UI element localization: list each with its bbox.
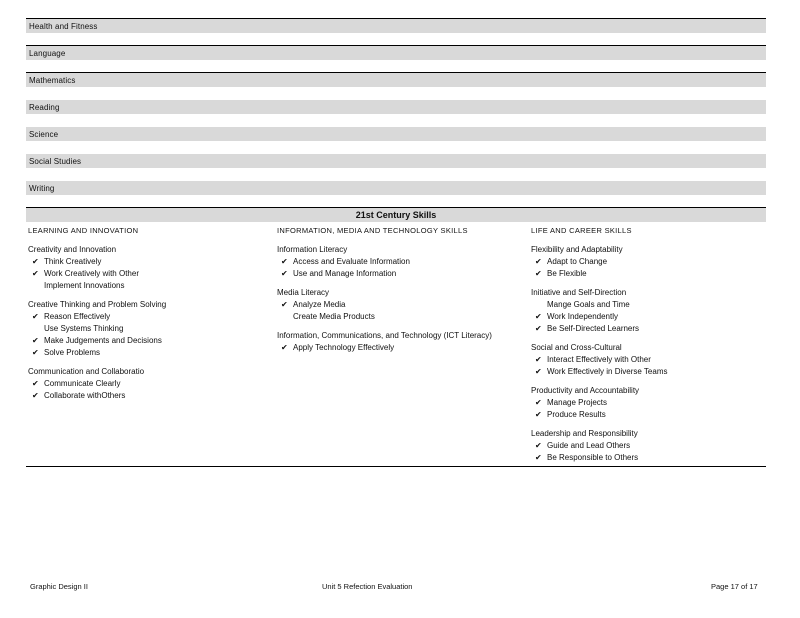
subject-label: Mathematics	[29, 76, 76, 85]
skill-item-label: Solve Problems	[44, 348, 101, 357]
skill-item-label: Work Creatively with Other	[44, 269, 139, 278]
subject-row	[26, 19, 766, 33]
subject-row	[26, 73, 766, 87]
checkmark-icon: ✔	[535, 269, 542, 278]
skill-item-label: Be Flexible	[547, 269, 587, 278]
skill-item-label: Work Independently	[547, 312, 619, 321]
checkmark-icon: ✔	[535, 441, 542, 450]
skill-item	[531, 366, 771, 378]
skill-item-label: Analyze Media	[293, 300, 346, 309]
skill-group	[531, 287, 771, 335]
checkmark-icon: ✔	[535, 410, 542, 419]
checkmark-icon: ✔	[535, 453, 542, 462]
checkmark-icon: ✔	[535, 398, 542, 407]
skill-item	[531, 452, 771, 464]
skill-item-label: Manage Projects	[547, 398, 608, 407]
skill-item-label: Guide and Lead Others	[547, 441, 631, 450]
column-heading: INFORMATION, MEDIA AND TECHNOLOGY SKILLS	[277, 226, 468, 235]
skill-item-label: Collaborate withOthers	[44, 391, 126, 400]
skill-item-label: Communicate Clearly	[44, 379, 121, 388]
skill-group	[531, 244, 771, 280]
skill-item	[28, 347, 268, 359]
skill-item-label: Be Responsible to Others	[547, 453, 639, 462]
skill-group	[277, 330, 517, 354]
skill-group-title: Information Literacy	[277, 245, 348, 254]
checkmark-icon: ✔	[32, 348, 39, 357]
column-heading: LIFE AND CAREER SKILLS	[531, 226, 632, 235]
subject-label: Language	[29, 49, 66, 58]
skill-group	[28, 244, 268, 292]
skill-group	[28, 299, 268, 359]
subject-row	[26, 46, 766, 60]
checkmark-icon: ✔	[32, 257, 39, 266]
skill-item	[531, 440, 771, 452]
skill-item-label: Work Effectively in Diverse Teams	[547, 367, 668, 376]
footer-page-number: Page 17 of 17	[711, 582, 758, 591]
subject-row	[26, 154, 766, 168]
checkmark-icon: ✔	[535, 257, 542, 266]
skill-item	[28, 311, 268, 323]
subject-label: Writing	[29, 184, 55, 193]
skill-group	[277, 244, 517, 280]
skill-item	[28, 335, 268, 347]
skill-item	[28, 390, 268, 402]
footer-unit: Unit 5 Refection Evaluation	[322, 582, 413, 591]
skill-item-label: Think Creatively	[44, 257, 102, 266]
skill-item-label: Produce Results	[547, 410, 606, 419]
skill-item	[531, 299, 771, 311]
skill-item-label: Create Media Products	[293, 312, 375, 321]
skill-group-title: Media Literacy	[277, 288, 330, 297]
skill-group	[531, 385, 771, 421]
subject-label: Science	[29, 130, 59, 139]
skill-item	[277, 342, 517, 354]
checkmark-icon: ✔	[281, 343, 288, 352]
checkmark-icon: ✔	[535, 367, 542, 376]
subject-row	[26, 127, 766, 141]
skill-item	[277, 299, 517, 311]
subject-row	[26, 100, 766, 114]
skill-item	[531, 311, 771, 323]
skill-group	[531, 428, 771, 464]
skill-group	[531, 342, 771, 378]
checkmark-icon: ✔	[32, 391, 39, 400]
subject-label: Social Studies	[29, 157, 82, 166]
checkmark-icon: ✔	[32, 379, 39, 388]
footer-course: Graphic Design II	[30, 582, 88, 591]
skill-item	[531, 397, 771, 409]
skill-group-title: Creative Thinking and Problem Solving	[28, 300, 167, 309]
skill-item-label: Use Systems Thinking	[44, 324, 124, 333]
skill-item	[28, 268, 268, 280]
skill-item-label: Reason Effectively	[44, 312, 111, 321]
skills-column-life-career	[531, 226, 771, 471]
skill-group-title: Leadership and Responsibility	[531, 429, 638, 438]
skill-item	[28, 256, 268, 268]
skill-item-label: Be Self-Directed Learners	[547, 324, 640, 333]
skill-group-title: Creativity and Innovation	[28, 245, 117, 254]
skill-item	[531, 354, 771, 366]
skills-bottom-rule	[26, 466, 766, 467]
skill-item	[277, 311, 517, 323]
skill-group	[277, 287, 517, 323]
skill-group-title: Flexibility and Adaptability	[531, 245, 623, 254]
checkmark-icon: ✔	[32, 269, 39, 278]
skill-item-label: Implement Innovations	[44, 281, 125, 290]
skill-item-label: Use and Manage Information	[293, 269, 397, 278]
checkmark-icon: ✔	[281, 269, 288, 278]
skill-item	[531, 256, 771, 268]
skills-header	[26, 208, 766, 222]
skill-group	[28, 366, 268, 402]
skills-column-learning	[28, 226, 268, 409]
subject-row	[26, 181, 766, 195]
checkmark-icon: ✔	[281, 300, 288, 309]
skills-title: 21st Century Skills	[355, 210, 437, 220]
checkmark-icon: ✔	[535, 324, 542, 333]
skill-item	[277, 256, 517, 268]
skill-item-label: Apply Technology Effectively	[293, 343, 395, 352]
skill-item-label: Make Judgements and Decisions	[44, 336, 162, 345]
skill-item	[531, 268, 771, 280]
checkmark-icon: ✔	[535, 312, 542, 321]
checkmark-icon: ✔	[32, 312, 39, 321]
skill-item	[531, 323, 771, 335]
skill-group-title: Social and Cross-Cultural	[531, 343, 622, 352]
skill-item	[277, 268, 517, 280]
skill-group-title: Productivity and Accountability	[531, 386, 640, 395]
subject-label: Reading	[29, 103, 60, 112]
skills-column-information	[277, 226, 517, 361]
checkmark-icon: ✔	[535, 355, 542, 364]
checkmark-icon: ✔	[281, 257, 288, 266]
skill-item-label: Adapt to Change	[547, 257, 608, 266]
skill-item	[28, 323, 268, 335]
skill-item	[28, 280, 268, 292]
skill-item	[28, 378, 268, 390]
skill-item-label: Access and Evaluate Information	[293, 257, 410, 266]
skill-item	[531, 409, 771, 421]
checkmark-icon: ✔	[32, 336, 39, 345]
skill-item-label: Interact Effectively with Other	[547, 355, 651, 364]
subject-label: Health and Fitness	[29, 22, 98, 31]
column-heading: LEARNING AND INNOVATION	[28, 226, 139, 235]
skill-group-title: Communication and Collaboratio	[28, 367, 145, 376]
skill-group-title: Information, Communications, and Technology (ICT Literacy)	[277, 331, 492, 340]
skill-group-title: Initiative and Self-Direction	[531, 288, 627, 297]
skill-item-label: Mange Goals and Time	[547, 300, 630, 309]
